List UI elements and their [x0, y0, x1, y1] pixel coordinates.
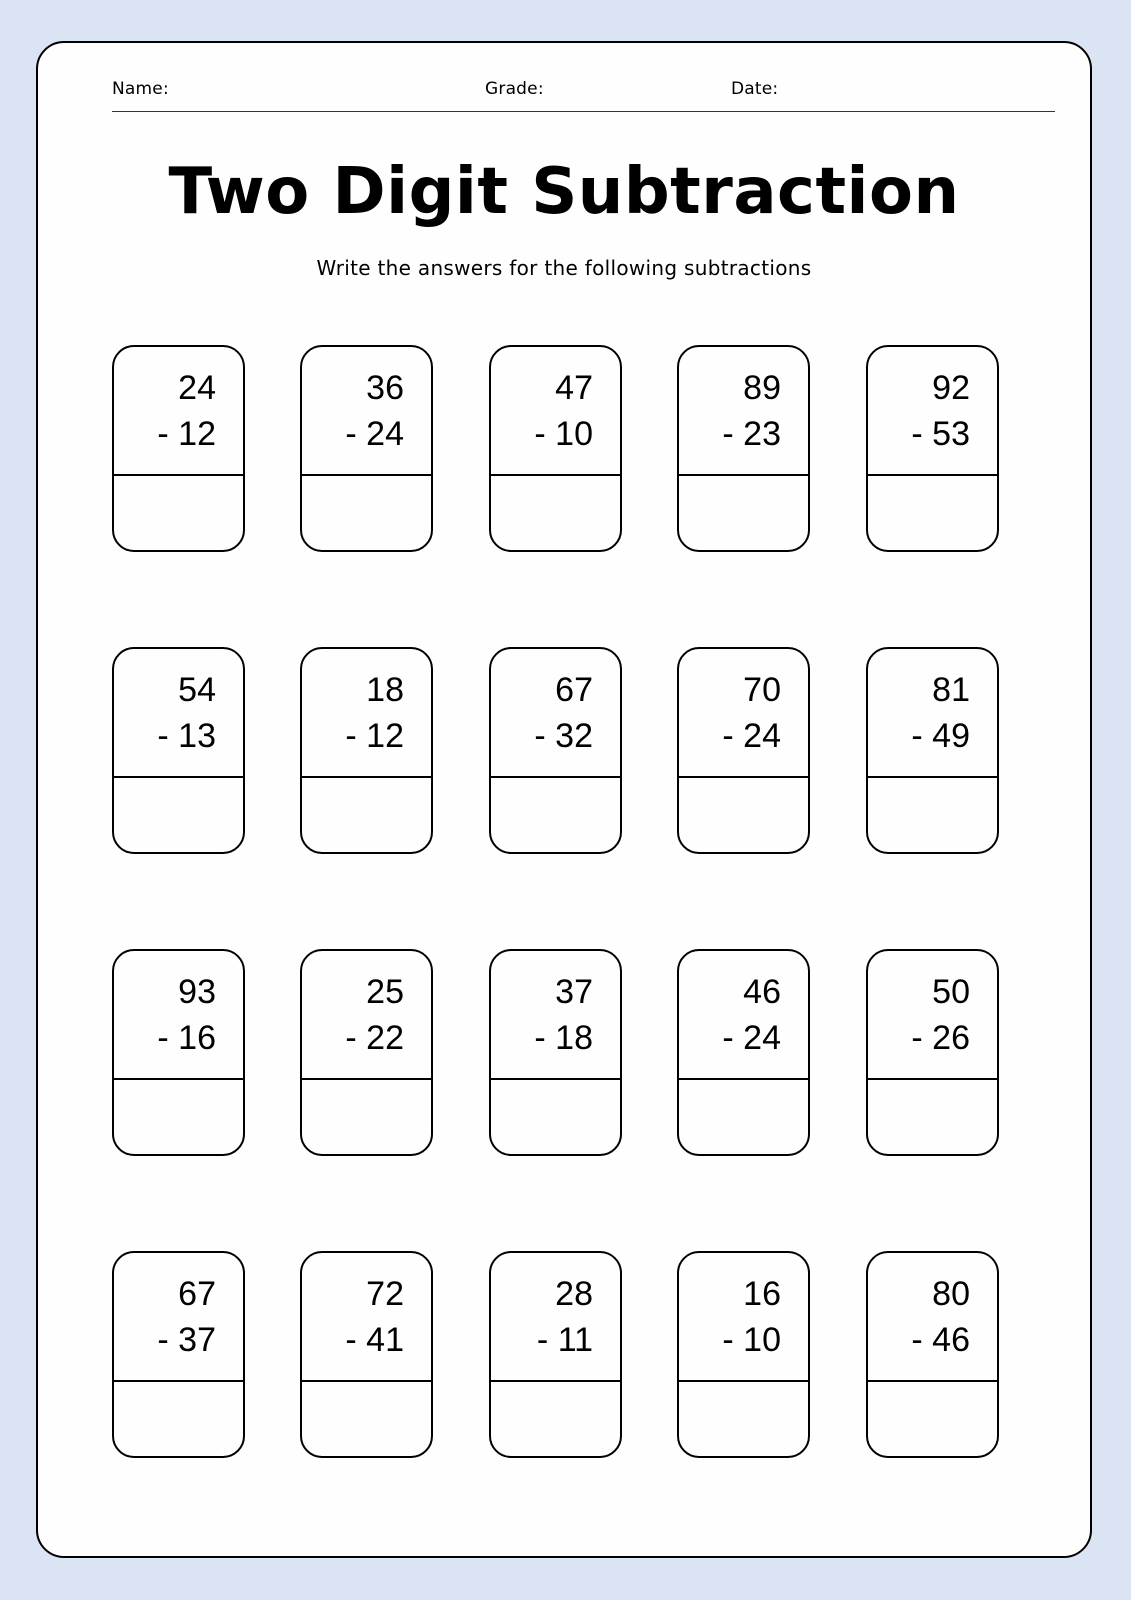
subtrahend: - 13 [157, 717, 216, 755]
problem-card [300, 647, 433, 854]
answer-divider [868, 474, 997, 476]
subtrahend: - 53 [911, 415, 970, 453]
answer-divider [491, 776, 620, 778]
problem-card [300, 949, 433, 1156]
problem-card [300, 1251, 433, 1458]
subtrahend: - 10 [534, 415, 593, 453]
answer-divider [679, 1078, 808, 1080]
answer-divider [302, 1380, 431, 1382]
subtrahend: - 46 [911, 1321, 970, 1359]
answer-divider [868, 1380, 997, 1382]
answer-box[interactable] [491, 1383, 620, 1455]
answer-box[interactable] [302, 1081, 431, 1153]
answer-box[interactable] [114, 1383, 243, 1455]
problem-card [866, 1251, 999, 1458]
minuend: 81 [932, 671, 970, 709]
minuend: 70 [743, 671, 781, 709]
minuend: 67 [178, 1275, 216, 1313]
subtrahend: - 11 [536, 1321, 593, 1359]
problem-card [112, 345, 245, 552]
answer-box[interactable] [868, 1383, 997, 1455]
problem-card [112, 949, 245, 1156]
answer-divider [114, 474, 243, 476]
answer-divider [491, 1078, 620, 1080]
answer-divider [679, 474, 808, 476]
subtrahend: - 16 [157, 1019, 216, 1057]
answer-divider [868, 776, 997, 778]
answer-box[interactable] [491, 779, 620, 851]
subtrahend: - 37 [157, 1321, 216, 1359]
problem-card [489, 345, 622, 552]
answer-box[interactable] [679, 1383, 808, 1455]
answer-box[interactable] [679, 779, 808, 851]
problem-card [489, 949, 622, 1156]
minuend: 36 [366, 369, 404, 407]
answer-box[interactable] [302, 477, 431, 549]
answer-box[interactable] [491, 477, 620, 549]
subtrahend: - 24 [345, 415, 404, 453]
problem-card [866, 345, 999, 552]
instructions: Write the answers for the following subtractions [316, 256, 812, 280]
minuend: 80 [932, 1275, 970, 1313]
answer-divider [114, 776, 243, 778]
header-underline [112, 111, 1055, 112]
problem-card [677, 647, 810, 854]
answer-box[interactable] [868, 1081, 997, 1153]
minuend: 25 [366, 973, 404, 1011]
date-field-label: Date: [731, 79, 779, 99]
minuend: 67 [555, 671, 593, 709]
answer-divider [114, 1380, 243, 1382]
subtrahend: - 26 [911, 1019, 970, 1057]
minuend: 46 [743, 973, 781, 1011]
minuend: 93 [178, 973, 216, 1011]
minuend: 28 [555, 1275, 593, 1313]
answer-box[interactable] [114, 779, 243, 851]
answer-divider [114, 1078, 243, 1080]
minuend: 72 [366, 1275, 404, 1313]
worksheet [36, 41, 1092, 1558]
minuend: 16 [743, 1275, 781, 1313]
problem-card [866, 949, 999, 1156]
problem-card [112, 647, 245, 854]
problem-card [677, 1251, 810, 1458]
answer-box[interactable] [679, 1081, 808, 1153]
answer-box[interactable] [114, 477, 243, 549]
subtrahend: - 22 [345, 1019, 404, 1057]
problem-card [866, 647, 999, 854]
problem-card [677, 345, 810, 552]
answer-divider [302, 776, 431, 778]
problem-card [489, 1251, 622, 1458]
answer-divider [491, 1380, 620, 1382]
answer-divider [302, 1078, 431, 1080]
problem-card [300, 345, 433, 552]
minuend: 24 [178, 369, 216, 407]
answer-divider [679, 1380, 808, 1382]
problem-card [489, 647, 622, 854]
subtrahend: - 12 [157, 415, 216, 453]
minuend: 92 [932, 369, 970, 407]
answer-divider [679, 776, 808, 778]
answer-box[interactable] [302, 1383, 431, 1455]
subtrahend: - 24 [722, 1019, 781, 1057]
answer-divider [302, 474, 431, 476]
subtrahend: - 18 [534, 1019, 593, 1057]
answer-divider [868, 1078, 997, 1080]
answer-divider [491, 474, 620, 476]
page-title: Two Digit Subtraction [168, 155, 960, 229]
minuend: 54 [178, 671, 216, 709]
subtrahend: - 41 [345, 1321, 404, 1359]
problem-card [112, 1251, 245, 1458]
answer-box[interactable] [302, 779, 431, 851]
minuend: 37 [555, 973, 593, 1011]
minuend: 50 [932, 973, 970, 1011]
subtrahend: - 10 [722, 1321, 781, 1359]
minuend: 47 [555, 369, 593, 407]
name-field-label: Name: [112, 79, 169, 99]
minuend: 89 [743, 369, 781, 407]
grade-field-label: Grade: [485, 79, 544, 99]
subtrahend: - 12 [345, 717, 404, 755]
subtrahend: - 32 [534, 717, 593, 755]
subtrahend: - 24 [722, 717, 781, 755]
answer-box[interactable] [491, 1081, 620, 1153]
problem-card [677, 949, 810, 1156]
subtrahend: - 23 [722, 415, 781, 453]
answer-box[interactable] [114, 1081, 243, 1153]
answer-box[interactable] [868, 477, 997, 549]
minuend: 18 [366, 671, 404, 709]
answer-box[interactable] [679, 477, 808, 549]
answer-box[interactable] [868, 779, 997, 851]
subtrahend: - 49 [911, 717, 970, 755]
